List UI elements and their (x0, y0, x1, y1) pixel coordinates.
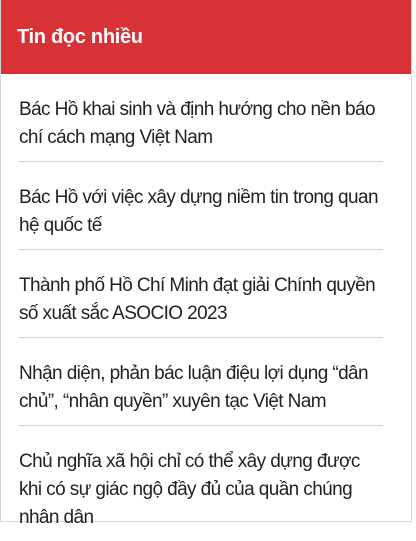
article-link[interactable]: Chủ nghĩa xã hội chỉ có thể xây dựng được khi có sự giác ngộ đầy đủ của quần chúng nhân dân (19, 451, 360, 528)
article-link[interactable]: Thành phố Hồ Chí Minh đạt giải Chính quyền số xuất sắc ASOCIO 2023 (19, 275, 376, 324)
widget-header (1, 0, 411, 74)
list-item (19, 250, 383, 338)
article-link[interactable]: Bác Hồ với việc xây dựng niềm tin trong quan hệ quốc tế (19, 187, 378, 236)
article-link[interactable]: Bác Hồ khai sinh và định hướng cho nền báo chí cách mạng Việt Nam (19, 99, 375, 148)
list-item (19, 338, 383, 426)
widget-title: Tin đọc nhiều (17, 25, 143, 48)
list-item (19, 74, 383, 162)
list-item (19, 162, 383, 250)
most-read-list (1, 74, 411, 541)
article-link[interactable]: Nhận diện, phản bác luận điệu lợi dụng “dân chủ”, “nhân quyền” xuyên tạc Việt Nam (19, 363, 368, 412)
